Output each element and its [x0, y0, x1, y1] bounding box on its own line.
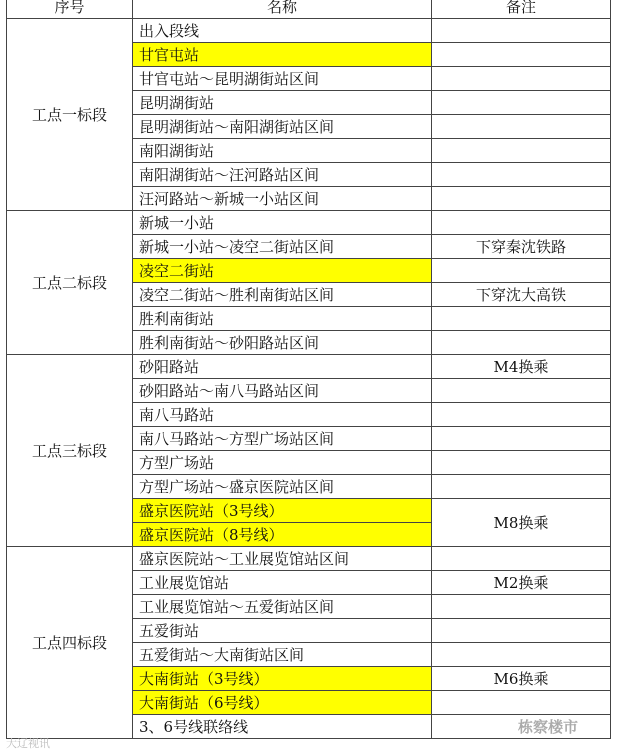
- station-name: 南八马路站～方型广场站区间: [133, 427, 432, 451]
- station-name: 砂阳路站: [133, 355, 432, 379]
- station-name: 昆明湖街站: [133, 91, 432, 115]
- station-name: 新城一小站～凌空二街站区间: [133, 235, 432, 259]
- watermark-left: 大辽视讯: [6, 737, 50, 750]
- note-cell: [432, 595, 611, 619]
- note-cell: [432, 211, 611, 235]
- station-name: 五爱街站: [133, 619, 432, 643]
- note-cell: [432, 403, 611, 427]
- station-name: 盛京医院站（3号线）: [133, 499, 432, 523]
- note-cell: [432, 259, 611, 283]
- note-cell: [432, 139, 611, 163]
- table-body: [7, 19, 611, 739]
- station-name: 南阳湖街站～汪河路站区间: [133, 163, 432, 187]
- note-cell: [432, 331, 611, 355]
- station-name: 工业展览馆站: [133, 571, 432, 595]
- station-name: 南阳湖街站: [133, 139, 432, 163]
- note-cell: [432, 619, 611, 643]
- note-cell: [432, 115, 611, 139]
- note-cell: [432, 379, 611, 403]
- station-name: 砂阳路站～南八马路站区间: [133, 379, 432, 403]
- note-cell: M4换乘: [432, 355, 611, 379]
- station-name: 盛京医院站～工业展览馆站区间: [133, 547, 432, 571]
- note-cell: [432, 19, 611, 43]
- note-cell: M8换乘: [432, 499, 611, 547]
- station-name: 汪河路站～新城一小站区间: [133, 187, 432, 211]
- note-cell: M6换乘: [432, 667, 611, 691]
- station-name: 出入段线: [133, 19, 432, 43]
- station-name: 3、6号线联络线: [133, 715, 432, 739]
- station-name: 大南街站（6号线）: [133, 691, 432, 715]
- station-name: 甘官屯站: [133, 43, 432, 67]
- note-cell: 下穿秦沈铁路: [432, 235, 611, 259]
- station-name: 新城一小站: [133, 211, 432, 235]
- table-row: [7, 547, 611, 571]
- header-note: 备注: [432, 0, 611, 19]
- header-name: 名称: [133, 0, 432, 19]
- station-name: 凌空二街站～胜利南街站区间: [133, 283, 432, 307]
- watermark-right: 栋察楼市: [518, 718, 579, 736]
- station-name: 五爱街站～大南街站区间: [133, 643, 432, 667]
- station-name: 胜利南街站: [133, 307, 432, 331]
- note-cell: [432, 43, 611, 67]
- station-name: 工业展览馆站～五爱街站区间: [133, 595, 432, 619]
- note-cell: M2换乘: [432, 571, 611, 595]
- table-row: [7, 211, 611, 235]
- note-cell: [432, 67, 611, 91]
- note-cell: [432, 91, 611, 115]
- station-name: 胜利南街站～砂阳路站区间: [133, 331, 432, 355]
- station-name: 凌空二街站: [133, 259, 432, 283]
- table-row: [7, 19, 611, 43]
- segment-label: 工点四标段: [7, 547, 133, 739]
- segment-label: 工点三标段: [7, 355, 133, 547]
- header-row: [7, 0, 611, 19]
- note-cell: [432, 163, 611, 187]
- note-cell: [432, 451, 611, 475]
- note-cell: [432, 427, 611, 451]
- route-table: [6, 0, 611, 739]
- station-name: 方型广场站: [133, 451, 432, 475]
- station-name: 昆明湖街站～南阳湖街站区间: [133, 115, 432, 139]
- note-cell: [432, 307, 611, 331]
- header-seq: 序号: [7, 0, 133, 19]
- note-cell: [432, 547, 611, 571]
- station-name: 甘官屯站～昆明湖街站区间: [133, 67, 432, 91]
- note-cell: [432, 691, 611, 715]
- table-row: [7, 355, 611, 379]
- segment-label: 工点一标段: [7, 19, 133, 211]
- station-name: 方型广场站～盛京医院站区间: [133, 475, 432, 499]
- note-cell: [432, 187, 611, 211]
- note-cell: [432, 643, 611, 667]
- station-name: 大南街站（3号线）: [133, 667, 432, 691]
- note-cell: [432, 475, 611, 499]
- segment-label: 工点二标段: [7, 211, 133, 355]
- station-name: 盛京医院站（8号线）: [133, 523, 432, 547]
- note-cell: 下穿沈大高铁: [432, 283, 611, 307]
- station-name: 南八马路站: [133, 403, 432, 427]
